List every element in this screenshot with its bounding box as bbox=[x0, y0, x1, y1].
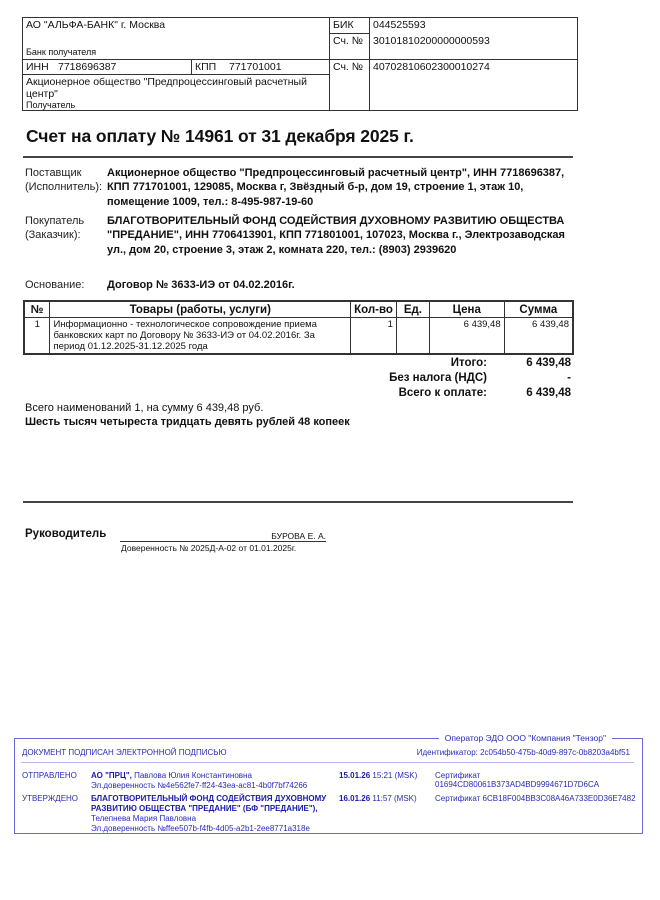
corr-account-label: Сч. № bbox=[333, 35, 364, 47]
invoice-title: Счет на оплату № 14961 от 31 декабря 2025 г. bbox=[26, 126, 414, 146]
stamp-divider bbox=[21, 762, 634, 763]
inn-value: 7718696387 bbox=[58, 61, 117, 73]
signer-poa: Эл.доверенность №4e562fe7-ff24-43ea-ac81-4b0f7bf74266 bbox=[91, 781, 308, 790]
table-row bbox=[24, 318, 573, 355]
buyer-label bbox=[25, 214, 84, 242]
account-value: 40702810602300010274 bbox=[373, 61, 490, 73]
power-of-attorney: Доверенность № 2025Д-А-02 от 01.01.2025г. bbox=[121, 543, 297, 553]
signature-divider bbox=[23, 501, 573, 503]
kpp-label: КПП bbox=[195, 61, 217, 73]
status-sent: ОТПРАВЛЕНО bbox=[22, 771, 77, 780]
bik-value: 044525593 bbox=[373, 19, 426, 31]
item-name: Информационно - технологическое сопровождение приема банковских карт по Договору № 3633-ИЭ от 04.02.2016г. За период 01.12.2025-31.12.2025 года bbox=[50, 318, 351, 355]
items-header-row bbox=[24, 301, 573, 318]
signature-line bbox=[120, 541, 326, 542]
supplier-label-line2: (Исполнитель): bbox=[25, 181, 103, 193]
approved-date: 16.01.26 bbox=[339, 794, 371, 803]
col-header-num: № bbox=[24, 301, 50, 318]
sent-datetime bbox=[339, 771, 417, 780]
buyer-details: БЛАГОТВОРИТЕЛЬНЫЙ ФОНД СОДЕЙСТВИЯ ДУХОВНОМУ РАЗВИТИЮ ОБЩЕСТВА "ПРЕДАНИЕ", ИНН 7706413901, КПП 771801001, 107023, Москва г., Электрозаводская ул., дом 20, строение 3, этаж 2, комната 220, тел.: (8903) 2939620 bbox=[107, 215, 565, 256]
inn-label: ИНН bbox=[26, 61, 49, 73]
col-header-qty: Кол-во bbox=[351, 301, 397, 318]
kpp-value: 771701001 bbox=[229, 61, 282, 73]
document-identifier: Идентификатор: 2c054b50-475b-40d9-897c-0b8203a4bf51 bbox=[416, 748, 630, 757]
signer-poa: Эл.доверенность №ffee507b-f4fb-4d05-a2b1-2ee8771a318e bbox=[91, 824, 310, 833]
sent-certificate: Сертификат 01694CD80061B373AD4BD9994671D7D6CA bbox=[435, 771, 600, 789]
items-summary: Всего наименований 1, на сумму 6 439,48 руб. bbox=[25, 402, 264, 414]
bank-label: Банк получателя bbox=[26, 47, 97, 57]
bik-label: БИК bbox=[333, 19, 354, 31]
edo-operator: Оператор ЭДО ООО "Компания "Тензор" bbox=[439, 733, 612, 743]
signer-org: АО "ПРЦ", bbox=[91, 771, 132, 780]
bank-requisites-table bbox=[22, 17, 578, 111]
grand-total-label: Всего к оплате: bbox=[398, 387, 487, 399]
col-header-price: Цена bbox=[429, 301, 504, 318]
buyer-label-line1: Покупатель bbox=[25, 215, 85, 227]
col-header-goods: Товары (работы, услуги) bbox=[50, 301, 351, 318]
signer-org: БЛАГОТВОРИТЕЛЬНЫЙ ФОНД СОДЕЙСТВИЯ ДУХОВНОМУ РАЗВИТИЮ ОБЩЕСТВА "ПРЕДАНИЕ" (БФ "ПРЕДАНИЕ"), bbox=[91, 794, 327, 813]
grand-total-value: 6 439,48 bbox=[526, 387, 571, 399]
basis-value: Договор № 3633-ИЭ от 04.02.2016г. bbox=[107, 279, 295, 291]
supplier-label bbox=[25, 166, 102, 194]
supplier-details: Акционерное общество "Предпроцессинговый расчетный центр", ИНН 7718696387, КПП 771701001, 129085, Москва г, Звёздный б-р, дом 19, строение 1, этаж 10, помещение 1009, тел.: 8-495-987-19-60 bbox=[107, 167, 565, 208]
approved-datetime bbox=[339, 794, 417, 803]
items-table bbox=[23, 300, 574, 355]
vat-label: Без налога (НДС) bbox=[389, 372, 487, 384]
total-label: Итого: bbox=[450, 357, 487, 369]
basis-label: Основание: bbox=[25, 279, 85, 291]
recipient-name: Акционерное общество "Предпроцессинговый расчетный центр" bbox=[26, 76, 307, 100]
title-divider bbox=[23, 156, 573, 158]
status-approved: УТВЕРЖДЕНО bbox=[22, 794, 79, 803]
signature-role: Руководитель bbox=[25, 528, 107, 540]
item-qty: 1 bbox=[351, 318, 397, 355]
sent-date: 15.01.26 bbox=[339, 771, 371, 780]
approved-certificate: Сертификат 6CB18F004BB3C08A46A733E0D36E7482 bbox=[435, 794, 636, 803]
bank-name: АО "АЛЬФА-БАНК" г. Москва bbox=[26, 19, 166, 31]
col-header-sum: Сумма bbox=[504, 301, 573, 318]
vat-value: - bbox=[567, 372, 571, 384]
e-signature-header: ДОКУМЕНТ ПОДПИСАН ЭЛЕКТРОННОЙ ПОДПИСЬЮ bbox=[22, 748, 227, 757]
signer-person: Телепнева Мария Павловна bbox=[91, 814, 197, 823]
amount-in-words: Шесть тысяч четыреста тридцать девять рублей 48 копеек bbox=[25, 416, 350, 428]
sent-time: 15:21 (MSK) bbox=[370, 771, 418, 780]
signer-entry-approved bbox=[91, 794, 336, 834]
corr-account-value: 30101810200000000593 bbox=[373, 35, 490, 47]
signer-person: Павлова Юлия Константиновна bbox=[131, 771, 252, 780]
item-num: 1 bbox=[24, 318, 50, 355]
item-price: 6 439,48 bbox=[429, 318, 504, 355]
item-unit bbox=[396, 318, 429, 355]
item-sum: 6 439,48 bbox=[504, 318, 573, 355]
signer-name: БУРОВА Е. А. bbox=[271, 531, 326, 541]
e-signature-stamp bbox=[14, 733, 643, 834]
recipient-label: Получатель bbox=[26, 100, 76, 110]
approved-time: 11:57 (MSK) bbox=[370, 794, 417, 803]
buyer-label-line2: (Заказчик): bbox=[25, 229, 81, 241]
total-value: 6 439,48 bbox=[526, 357, 571, 369]
account-label: Сч. № bbox=[333, 61, 364, 73]
supplier-label-line1: Поставщик bbox=[25, 167, 82, 179]
signer-entry-sent bbox=[91, 771, 331, 791]
col-header-unit: Ед. bbox=[396, 301, 429, 318]
